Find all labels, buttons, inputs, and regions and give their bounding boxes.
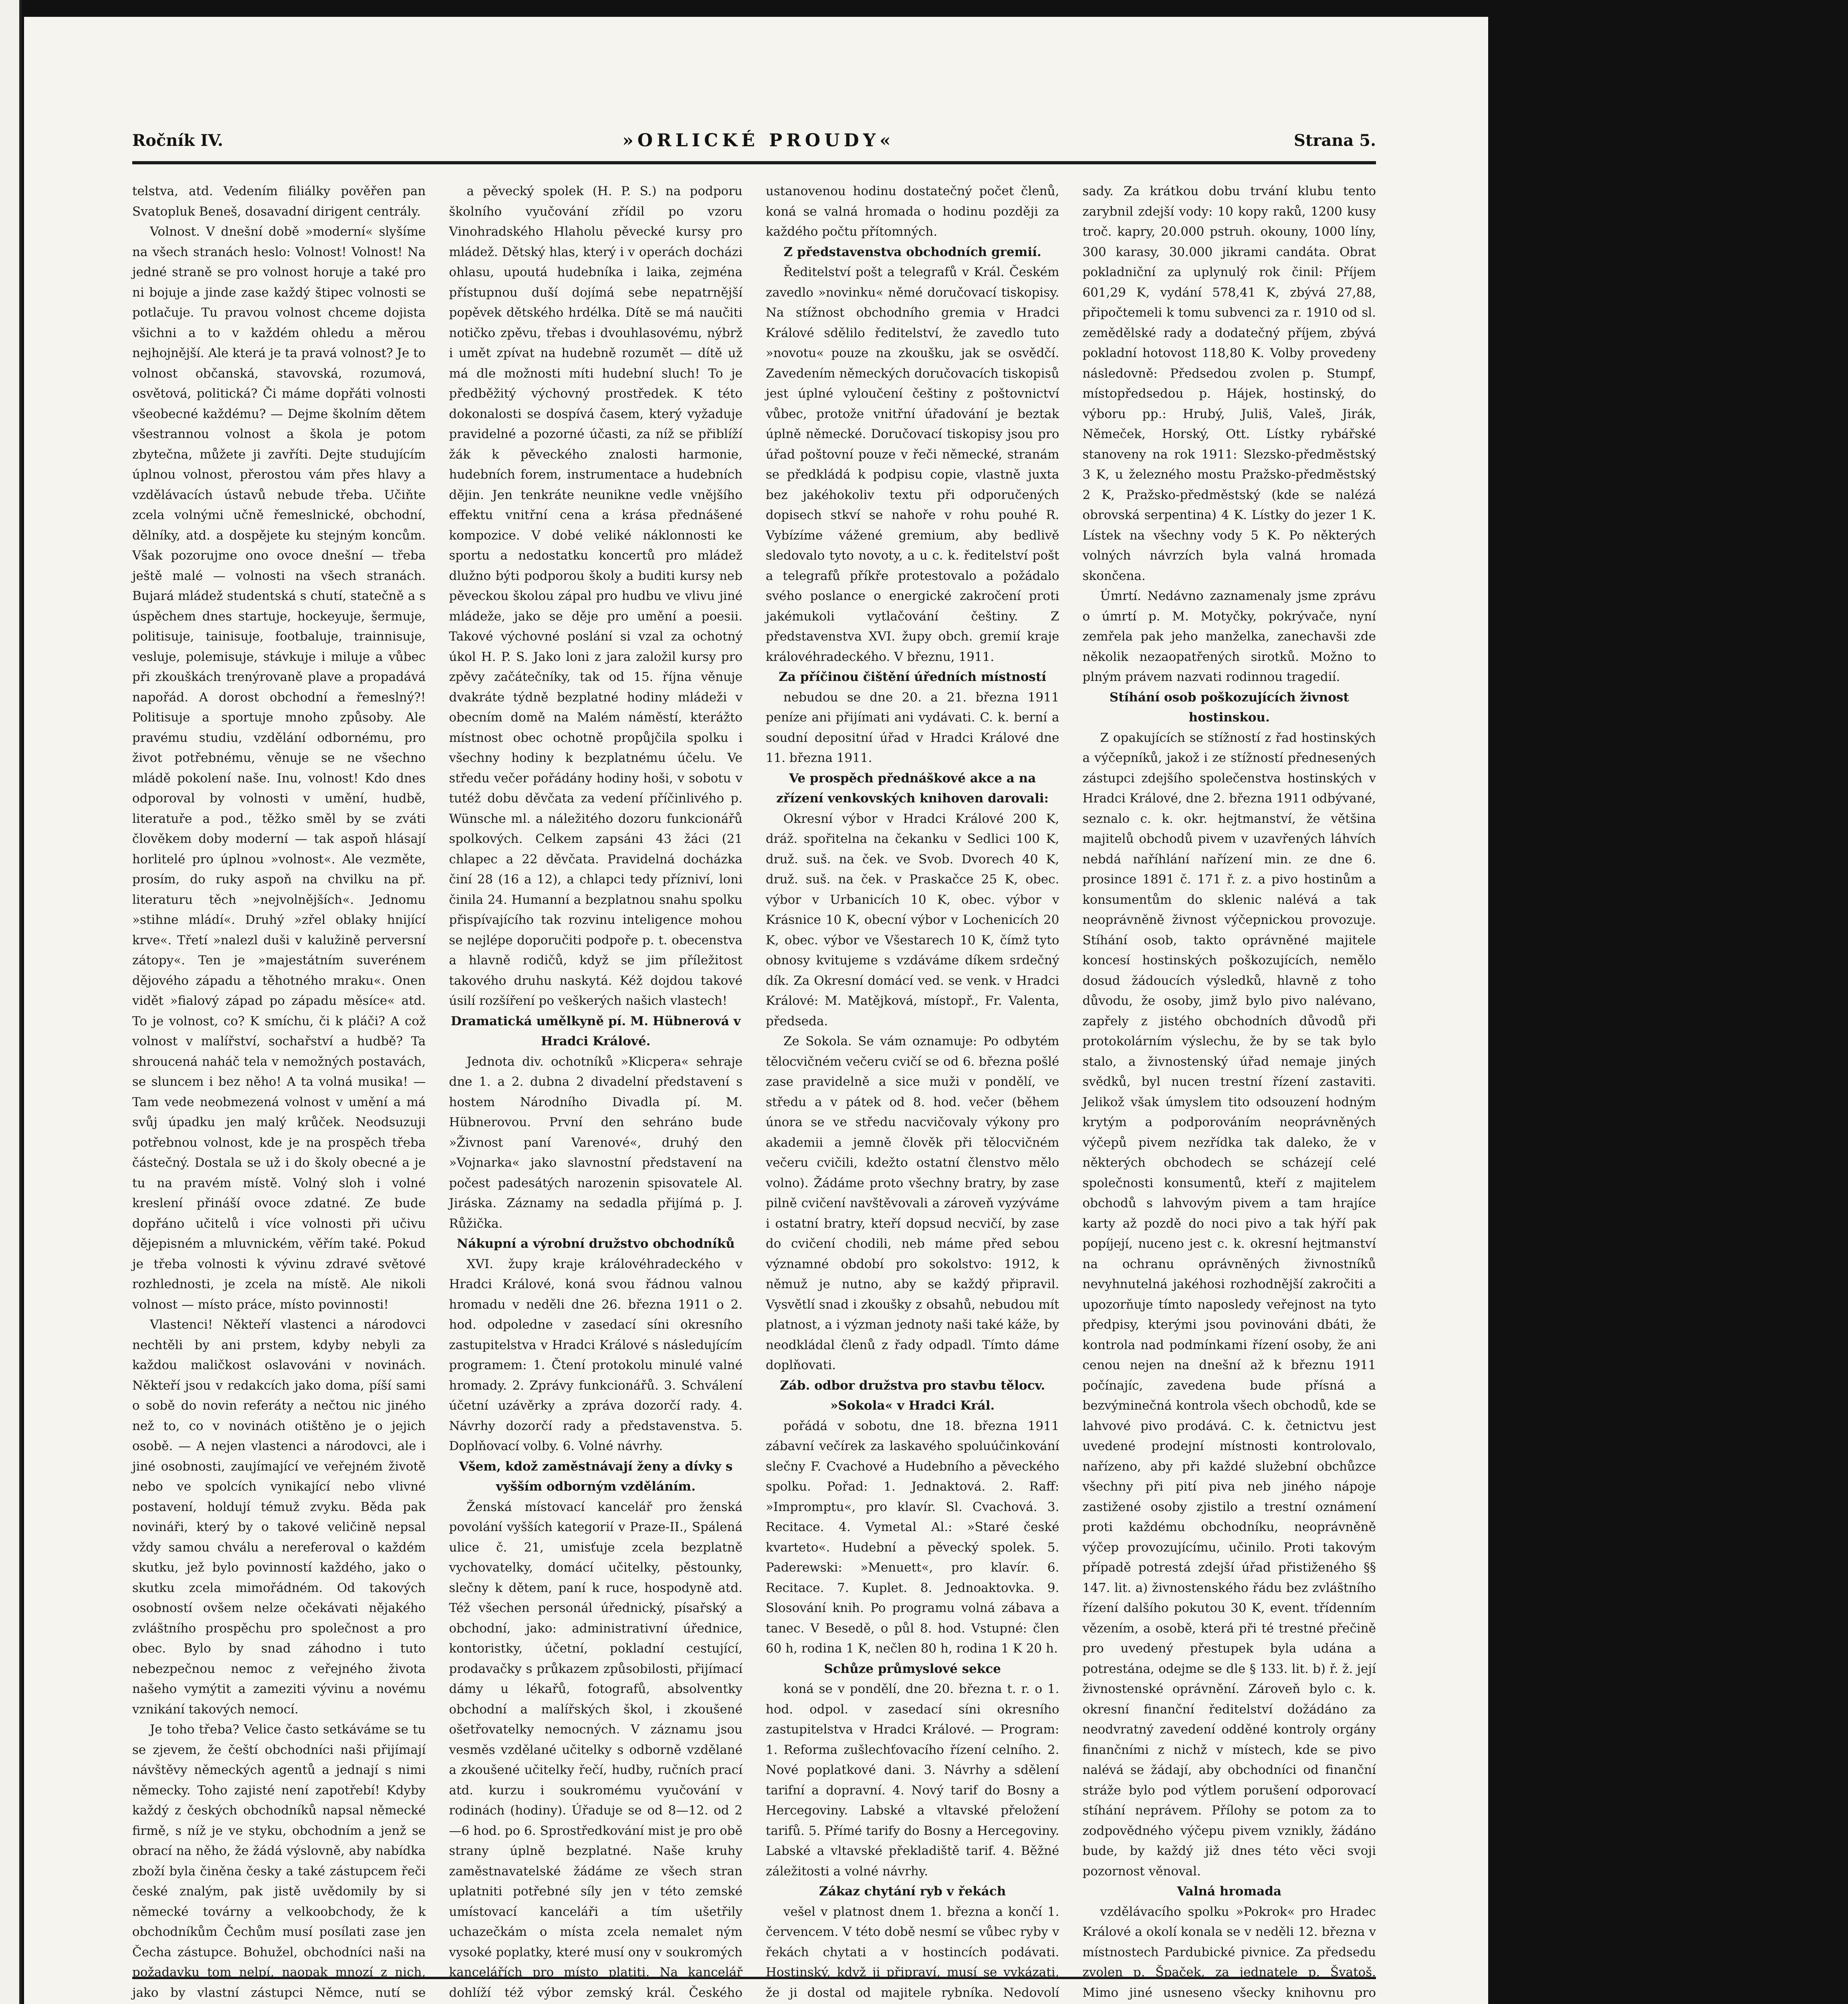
article-heading: Ve prospěch přednáškové akce a na zřízení venkovských knihoven darovali: [776,771,1049,806]
column-3 [766,181,1059,2004]
article-heading: Z představenstva obchodních gremií. [783,244,1041,259]
article-paragraph: Je toho třeba? Velice často setkáváme se tu se zjevem, že čeští obchodníci naši přijímají návštěvy německých agentů a jednají s nimi německy. Toho zajisté není zapotřebí! Kdyby každý z českých obchodníků napsal německé firmě, s níž je ve styku, obchodním a jenž se obrací na něho, že žádá výslovně, aby nabídka zboží byla činěna česky a také zástupcem řeči české znalým, pak jistě uvědomily by si německé továrny a velkoobchody, že k obchodníkům Čechům musí posílati zase jen Čecha zástupce. Bohužel, obchodníci naši na požadavku tom nelpí, naopak mnozí z nich, jako by vlastní zástupci Němce, nutí se [132,1722,426,2000]
newspaper-page [24,17,1488,2004]
article-paragraph: telstva, atd. Vedením filiálky pověřen pan Svatopluk Beneš, dosavadní dirigent centrály. [132,184,426,219]
article-paragraph: pořádá v sobotu, dne 18. března 1911 zábavní večírek za laskavého spoluúčinkování slečny F. Cvachové a Hudebního a pěveckého spolku. Pořad: 1. Jednaktová. 2. Raff: »Impromptu«, pro klavír. Sl. Cvachová. 3. Recitace. 4. Vymetal Al.: »Staré české kvarteto«. Hudební a pěvecký spolek. 5. Paderewski: »Menuett«, pro klavír. 6. Recitace. 7. Kuplet. 8. Jednoaktovka. 9. Slosování knih. Po programu volná zábava a tanec. V Besedě, o půl 8. hod. Vstupné: člen 60 h, rodina 1 K, nečlen 80 h, rodina 1 K 20 h. [766,1418,1059,1656]
article-heading: Záb. odbor družstva pro stavbu tělocv. »Sokola« v Hradci Král. [780,1378,1045,1413]
column-2 [449,181,743,2004]
article-paragraph: nebudou se dne 20. a 21. března 1911 peníze ani přijímati ani vydávati. C. k. berní a soudní depositní úřad v Hradci Králové dne 11. března 1911. [766,690,1059,765]
article-paragraph: Úmrtí. Nedávno zaznamenaly jsme zprávu o úmrtí p. M. Motyčky, pokrývače, nyní zemřela pak jeho manželka, zanechavši zde několik nezaopatřených sirotků. Možno to plným právem nazvati rodinnou tragedií. [1082,589,1376,684]
article-paragraph: XVI. župy kraje královéhradeckého v Hradci Králové, koná svou řádnou valnou hromadu v neděli dne 26. března 1911 o 2. hod. odpoledne v zasedací síni okresního zastupitelstva v Hradci Králové s následujícím programem: 1. Čtení protokolu minulé valné hromady. 2. Zprávy funkcionářů. 3. Schválení účetní uzávěrky a zpráva dozorčí rady. 4. Návrhy dozorčí rady a představenstva. 5. Doplňovací volby. 6. Volné návrhy. [449,1257,742,1453]
text-columns [132,181,1376,2000]
article-paragraph: Ženská místovací kancelář pro ženská povolání vyšších kategorií v Praze-II., Spálená ulice č. 21, umisťuje zcela bezplatně vychovatelky, domácí učitelky, pěstounky, slečny k dětem, paní k ruce, hospodyně atd. Též všechen personál úřednický, písařský a obchodní, jako: administrativní úřednice, kontoristky, účetní, pokladní cestující, prodavačky s průkazem způsobilosti, přijímací dámy u lékařů, fotografů, absolventky obchodní a malířských škol, i zkoušené ošetřovatelky nemocných. V záznamu jsou vesměs vzdělané učitelky s odborně vzdělané a zkoušené učitelky řečí, hudby, ručních prací atd. kurzu i soukromému vyučování v rodinách (hodiny). Úřaduje se od 8—12. od 2—6 hod. po 6. Sprostředkování mist je pro obě strany úplně bezplatné. Naše kruhy zaměstnavatelské žádáme ze všech stran uplatniti potřebné síly jen v této zemské umístovací kanceláři a tím ušetřily uchazečkám o místa zcela nemalet ným vysoké poplatky, které musí ony v soukromých kancelářích pro místo platiti. Na kancelář dohlíží též výbor zemský král. Českého [449,1499,742,2000]
article-paragraph: a pěvecký spolek (H. P. S.) na podporu školního vyučování zřídil po vzoru Vinohradského Hlaholu pěvecké kursy pro mládež. Dětský hlas, který i v operách docházi ohlasu, upoutá hudebníka i laika, zejména přístupnou duší dojímá sebe nepatrnější popěvek dětského hrdélka. Dítě se má naučiti notičko zpěvu, třebas i dvouhlasovému, nýbrž i umět zpívat na hudebně rozumět — dítě už má dle možnosti míti hudební sluch! To je předběžitý výchovný prostředek. K této dokonalosti se dospívá časem, který vyžaduje pravidelné a pozorné účasti, za níž se přiblíží žák k pěveckého znalosti harmonie, hudebních forem, instrumentace a hudebních dějin. Jen tenkráte neunikne vedle vnějšího effektu vnitřní cena a krása přednášené kompozice. V dobé veliké náklonnosti ke sportu a nedostatku koncertů pro mládež dlužno býti podporou školy a buditi kursy neb pěveckou školou zápal pro hudbu ve vlivu jiné mládeže, jako se děje pro umění a poesii. Takové výchovné poslání si vzal za ochotný úkol H. P. S. Jako loni z jara založil kursy pro zpěvy začátečníky, tak od 15. října věnuje dvakráte týdně bezplatné hodiny mládeži v obecním domě na Malém náměstí, kterážto místnost obec ochotně propůjčila spolku i všechny hodiny k bezplatnému účelu. Ve středu večer pořádány hodiny hoši, v sobotu v tutéž dobu děvčata za vedení příčinlivého p. Wünsche ml. a náležitého dozoru funkcionářů spolkových. Celkem zapsáni 43 žáci (21 chlapec a 22 děvčata. Pravidelná docházka činí 28 (16 a 12), a chlapci tedy přízniví, loni činila 24. Humanní a bezplatnou snahu spolku přispívajícího tak rozvinu inteligence mohou se nejlépe doporučiti podpoře p. t. obecenstva a hlavně rodičů, když se jim příležitost takového druhu naskytá. Kéž dojdou takové úsilí rozšíření po veškerých našich vlastech! [449,184,742,1008]
article-paragraph: sady. Za krátkou dobu trvání klubu tento zarybnil zdejší vody: 10 kopy raků, 1200 kusy troč. kapry, 20.000 pstruh. okouny, 1000 líny, 300 karasy, 30.000 jikrami candáta. Obrat pokladniční za uplynulý rok činil: Příjem 601,29 K, vydání 578,41 K, zbývá 27,88, připočtemeli k tomu subvenci za r. 1910 od sl. zemědělské rady a dodatečný příjem, zbývá pokladní hotovost 118,80 K. Volby provedeny následovně: Předsedou zvolen p. Stumpf, místopředsedou p. Hájek, hostinský, do výboru pp.: Hrubý, Juliš, Valeš, Jirák, Němeček, Horský, Ott. Lístky rybářské stanoveny na rok 1911: Slezsko-předměstský 3 K, u železného mostu Pražsko-předměstský 2 K, Pražsko-předměstský (kde se nalézá obrovská serpentina) 4 K. Lístky do jezer 1 K. Lístek na všechny vody 5 K. Po některých volných návrzích byla valná hromada skončena. [1082,184,1376,583]
masthead-title: »ORLICKÉ PROUDY« [622,130,895,151]
article-paragraph: koná se v pondělí, dne 20. března t. r. o 1. hod. odpol. v zasedací síni okresního zastupitelstva v Hradci Králové. — Program: 1. Reforma zušlechťovacího řízení celního. 2. Nové poplatkové dani. 3. Návrhy a sdělení tarifní a dopravní. 4. Nový tarif do Bosny a Hercegoviny. Labské a vltavské přeložení tarifů. 5. Přímé tarify do Bosny a Hercegoviny. Labské a vltavské překladiště tarif. 4. Běžné záležitosti a volné návrhy. [766,1682,1059,1879]
article-heading: Všem, kdož zaměstnávají ženy a dívky s vyšším odborným vzděláním. [459,1459,733,1494]
column-1 [132,181,426,2004]
volume-label: Ročník IV. [132,131,223,150]
running-head [132,124,1376,156]
article-paragraph: Z opakujících se stížností z řad hostinských a výčepníků, jakož i ze stížností přednesených zástupci zdejšího společenstva hostinských v Hradci Králové, dne 2. března 1911 odbývané, seznalo c. k. okr. hejtmanství, že většina majitelů obchodů pivem v uzavřených láhvích nebdá naříhlání nařízení min. ze dne 6. prosince 1891 č. 171 ř. z. a pivo hostinům a konsumentům do sklenic nalévá a tak neoprávněně živnost výčepnickou provozuje. Stíhání osob, takto oprávněné majitele koncesí hostinských poškozujících, nemělo dosud žádoucích výsledků, hlavně z toho důvodu, že osoby, jimž bylo pivo nalévano, zapřely z jistého obchodních důvodů při protokolárním výslechu, že by se tak bylo stalo, a živnostenský úřad nemaje jiných svědků, byl nucen trestní řízení zastaviti. Jelikož však úmyslem tito odsouzení hodným krytým a podporováním neoprávněných výčepů pivem nezřídka tak daleko, že v některých obchodech se scházejí celé společnosti konsumentů, kteří z majitelem obchodů s lahvovým pivem a tam hrajíce karty až pozdě do noci pivo a tak hýří pak popíjejí, nuceno jest c. k. okresní hejtmanství na ochranu oprávněných živnostníků nevyhnutelná jakéhosi rozhodnější zakročiti a upozorňuje tímto naposledy veřejnost na tyto předpisy, kterými jsou povinováni dbáti, že kontrola nad podmínkami řízení osoby, že ani cenou nejen na dnešní až k březnu 1911 počínajíc, zavedena bude přísná a bezvýminečná kontrola všech obchodů, kde se lahvové pivo prodává. C. k. četnictvu jest uvedené prodejní místnosti kontrolovalo, nařízeno, aby při každé služební obchůzce všechny při pití piva neb jiného nápoje zastižené osoby zjistilo a trestní oznámení proti každému obchodníku, neoprávněně výčep provozujícímu, učinilo. Proti takovým případě potrestá zdejší úřad přistiženého §§ 147. lit. a) živnostenského řádu bez zvláštního řízení dalšího pokutou 30 K, event. třídenním vězením, a osobě, která při té trestné přečině pro uvedený přestupek byla udána a potrestána, odejme se dle § 133. lit. b) ř. ž. její živnostenské oprávnění. Zároveň bylo c. k. okresní finanční ředitelství dožádáno za neodvratný zavedení odděné kontroly orgány finančními z nichž v místech, kde se pivo nalévá se žádají, aby obchodníci od finanční stráže bylo pod výtlem porušení odporovací stíhání neprávem. Přílohy se potom za to zodpovědného výčepu pivem vznikly, žádáno bude, by každý již dnes této věci svoji pozornost věnoval. [1082,730,1376,1879]
article-paragraph: Vlastenci! Někteří vlastenci a národovci nechtěli by ani prstem, kdyby nebyli za každou maličkost oslavováni v novinách. Někteří jsou v redakcích jako doma, píší sami o sobě do novin referáty a nečtou nic jiného než to, co v novinách otištěno je o jejich osobě. — A nejen vlastenci a národovci, ale i jiné osobnosti, zaujímající ve veřejném životě nebo ve spolcích vynikající nebo vlivné postavení, holdují témuž zvyku. Běda pak novináři, který by o takové veličině nepsal vždy samou chválu a nereferoval o každém skutku, jež bylo povinností každého, jako o skutku zcela mimořádném. Od takových osobností ovšem nelze očekávati nějakého zvláštního prospěchu pro společnost a pro obec. Bylo by snad záhodno i tuto nebezpečnou nemoc z veřejného života našeho vymýtit a zameziti vývinu a novému vznikání takových nemocí. [132,1317,426,1717]
page-number: Strana 5. [1293,131,1376,150]
article-paragraph: Volnost. V dnešní době »moderní« slyšíme na všech stranách heslo: Volnost! Volnost! Na jedné straně se pro volnost horuje a také pro ni bojuje a jinde zase každý štipec volnosti se potlačuje. Tu pravou volnost chceme dojista všichni a to v každém ohledu a měrou nejhojnější. Ale která je ta pravá volnost? Je to volnost občanská, stavovská, rozumová, osvětová, politická? Či máme dopřáti volnosti všeobecné každému? — Dejme školním dětem všestrannou volnost a škola je potom zbytečna, můžete ji zavříti. Dejte studujícím úplnou volnost, přerostou vám přes hlavy a vzdělávacích ústavů nebude třeba. Učiňte zcela volnými učně řemeslnické, obchodní, dělníky, atd. a dospějete ku stejným koncům. Však pozorujme ono ovoce dnešní — třeba ještě malé — volnosti na všech stranách. Bujará mládež studentská s chutí, statečně a s úspěchem dnes startuje, hockeyuje, šermuje, politisuje, tainisuje, footbaluje, trainnisuje, vesluje, polemisuje, stávkuje i miluje a vůbec při zkouškách trenýrovaně plave a propadává napořád. A dorost obchodní a řemeslný?! Politisuje a sportuje mnoho způsoby. Ale pravému studiu, vzdělání odbornému, pro život potřebnému, věnuje se ne všechno mládě pokolení naše. Inu, volnost! Kdo dnes odporoval by volnosti v umění, hudbě, literatuře a pod., těžko směl by se zváti člověkem doby moderní — tak aspoň hlásají horlitelé pro úplnou »volnost«. Ale vezměte, prosím, do ruky aspoň na chvilku na př. literaturu těch »nejvolnějších«. Jednomu »stihne mládí«. Druhý »zřel oblaky hnijící krve«. Třetí »nalezl duši v kalužině perversní zátopy«. Ten je »majestátním suverénem dějového západu a těhotného mraku«. Onen vidět »fialový západ po západu měsíce« atd. To je volnost, co? K smíchu, či k pláči? A což volnost v malířství, sochařství a hudbě? Ta shroucená naháč tela v nemožných postavách, se sluncem i bez něho! A ta volná musika! — Tam vede neobmezená volnost v umění a má svůj úpadku jen malý krůček. Neodsuzuji potřebnou volnost, kde je na prospěch třeba částečný. Dostala se už i do školy obecné a je tu na pravém místě. Volný sloh i volné kreslení přináší ovoce zdatné. Ze bude dopřáno učitelů i více volnosti při učivu dějepisném a mluvnickém, věřím také. Pokud je třeba volnosti k vývinu zdravé světové rozhlednosti, je zcela na místě. Ale nikoli volnost — místo práce, místo povinnosti! [132,224,426,1312]
article-paragraph: vzdělávacího spolku »Pokrok« pro Hradec Králové a okolí konala se v neděli 12. března v místnostech Pardubické pivnice. Za předsedu zvolen p. Špaček, za jednatele p. Švatoš. Mimo jiné usneseno všecky knihovnu pro [1082,1904,1376,2000]
article-heading: Zákaz chytání ryb v řekách [819,1884,1006,1899]
column-4 [1083,181,1376,2004]
article-paragraph: Jednota div. ochotníků »Klicpera« sehraje dne 1. a 2. dubna 2 divadelní představení s hostem Národního Divadla pí. M. Hübnerovou. První den sehráno bude »Živnost paní Varenové«, druhý den »Vojnarka« jako slavnostní představení na počest padesátých narozenin spisovatele Al. Jiráska. Záznamy na sedadla přijímá p. J. Růžička. [449,1054,742,1231]
article-paragraph: ustanovenou hodinu dostatečný počet členů, koná se valná hromada o hodinu později za každého počtu přítomných. [766,184,1059,239]
article-heading: Stíhání osob poškozujících živnost hostinskou. [1109,690,1349,725]
header-rule [132,161,1376,164]
article-paragraph: Ze Sokola. Se vám oznamuje: Po odbytém tělocvičném večeru cvičí se od 6. března pošlé zase pravidelně a sice muži v pondělí, ve středu a v pátek od 8. hod. večer (během února se ve středu nacvičovaly výkony pro akademii a jemně člověk při tělocvičném večeru cvičili, kdežto ostatní členstvo mělo volno). Žádáme proto všechny bratry, by zase pilně cvičení navštěvovali a zároveň vyzýváme i ostatní bratry, kteří dopsud necvičí, by zase do cvičení chodili, neb máme před sebou významné období pro sokolstvo: 1912, k němuž je nutno, aby se každý připravil. Vysvětlí snad i zkoušky z obsahů, nebudou mít platnost, a i výzman jednoty naši také káže, by neodkládal členů z řady odpadl. Tímto dáme doplňovati. [766,1034,1059,1372]
article-paragraph: Okresní výbor v Hradci Králové 200 K, dráž. spořitelna na čekanku v Sedlici 100 K, druž. suš. na ček. ve Svob. Dvorech 40 K, druž. suš. na ček. v Praskačce 25 K, obec. výbor v Urbanicích 10 K, obec. výbor v Krásnice 10 K, obecní výbor v Lochenicích 20 K, obec. výbor ve Všestarech 10 K, čímž tyto obnosy kvitujeme s vzdáváme díkem srdečný dík. Za Okresní domácí ved. se venk. v Hradci Králové: M. Matějková, místopř., Fr. Valenta, předseda. [766,811,1059,1028]
article-paragraph: vešel v platnost dnem 1. března a končí 1. červencem. V této době nesmí se vůbec ryby v řekách chytati a v hostincích podávati. Hostinský, když ji připraví, musí se vykázati, že ji dostal od majitele rybníka. Nedovolí [766,1904,1059,2000]
article-heading: Za příčinou čištění úředních místností [779,670,1047,684]
advertisement [132,1977,1376,2004]
article-heading: Schůze průmyslové sekce [824,1661,1001,1676]
article-paragraph: Ředitelství pošt a telegrafů v Král. Českém zavedlo »novinku« němé doručovací tiskopisy. Na stížnost obchodního gremia v Hradci Králové sdělilo ředitelství, že zavedlo tuto »novotu« pouze na zkoušku, jak se osvědčí. Zavedením německých doručovacích tiskopisů jest úplné vyloučení češtiny z poštovnictví vůbec, protože vnitřní úřadování je beztak úplně německé. Doručovací tiskopisy jsou pro úřad poštovní pouze v řeči německé, stranám se předkládá k podpisu copie, vlastně juxta bez jakéhokoliv textu při odporučených dopisech stkví se nahoře v rohu pouhé R. Vybízíme vážené gremium, aby bedlivě sledovalo tyto novoty, a u c. k. ředitelství pošt a telegrafů příkře protestovalo a požádalo svého poslance o energické zakročení proti jakémukoli vytlačování češtiny. Z představenstva XVI. župy obch. gremií kraje královéhradeckého. V březnu, 1911. [766,265,1059,664]
article-heading: Nákupní a výrobní družstvo obchodníků [456,1236,735,1251]
article-heading: Valná hromada [1177,1884,1282,1899]
article-heading: Dramatická umělkyně pí. M. Hübnerová v Hradci Králové. [450,1014,741,1048]
adjacent-page-edge [0,0,22,2004]
